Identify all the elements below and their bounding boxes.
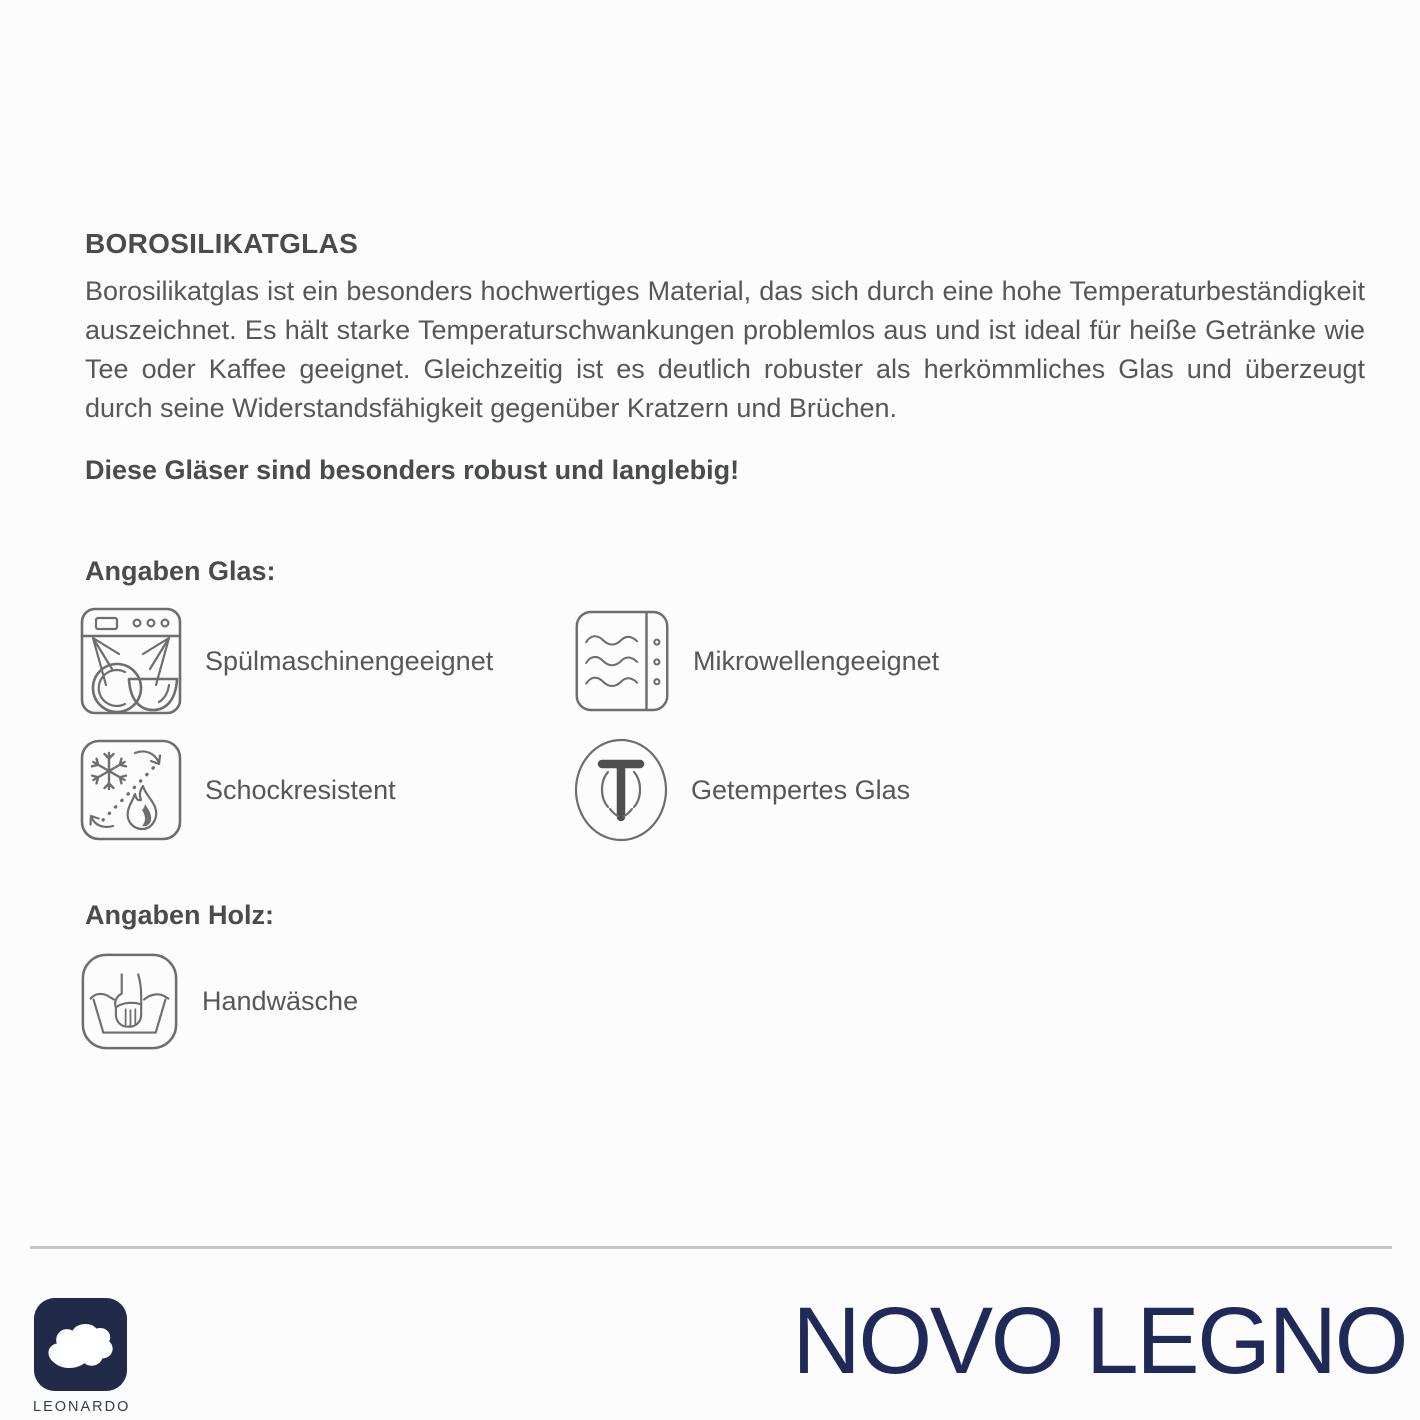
dishwasher-safe-icon: [79, 605, 183, 717]
highlight-sentence: Diese Gläser sind besonders robust und langlebig!: [85, 455, 740, 485]
glass-section-heading: Angaben Glas:: [85, 556, 276, 586]
product-line-title: NOVO LEGNO: [792, 1288, 1406, 1394]
feature-shock-resistant: [79, 737, 573, 843]
shock-resistant-icon: [79, 738, 183, 842]
feature-dishwasher-safe: [79, 605, 573, 717]
feature-microwave-safe: [573, 605, 1365, 717]
tempered-glass-icon: [573, 737, 669, 843]
brand-name: LEONARDO: [33, 1399, 131, 1415]
section-heading: BOROSILIKATGLAS: [85, 228, 359, 259]
feature-label-handwash: Handwäsche: [202, 986, 359, 1016]
wood-section-heading: Angaben Holz:: [85, 900, 274, 930]
feature-label-dishwasher: Spülmaschinengeeignet: [205, 645, 494, 676]
description-paragraph: Borosilikatglas ist ein besonders hochwertiges Material, das sich durch eine hohe Temperaturbeständigkeit auszeichnet. Es hält starke Temperaturschwankungen problemlos aus und ist ideal für heiße Getränke wie Tee oder Kaffee geeignet. Gleichzeitig ist es deutlich robuster als herkömmliches Glas und überzeugt durch seine Widerstandsfähigkeit gegenüber Kratzern und Brüchen.: [85, 276, 1365, 423]
footer-divider: [30, 1246, 1392, 1249]
feature-label-microwave: Mikrowellengeeignet: [693, 645, 940, 676]
leonardo-logo-icon: [33, 1297, 128, 1392]
feature-label-tempered: Getempertes Glas: [691, 774, 911, 805]
handwash-icon: [79, 951, 180, 1052]
brand-logo-block: [33, 1297, 129, 1415]
feature-tempered-glass: [573, 737, 1365, 843]
feature-handwash: [79, 951, 1365, 1052]
microwave-safe-icon: [573, 608, 671, 714]
product-info-content: [85, 0, 1365, 1052]
feature-label-shock: Schockresistent: [205, 774, 396, 805]
glass-features-grid: [79, 605, 1365, 843]
